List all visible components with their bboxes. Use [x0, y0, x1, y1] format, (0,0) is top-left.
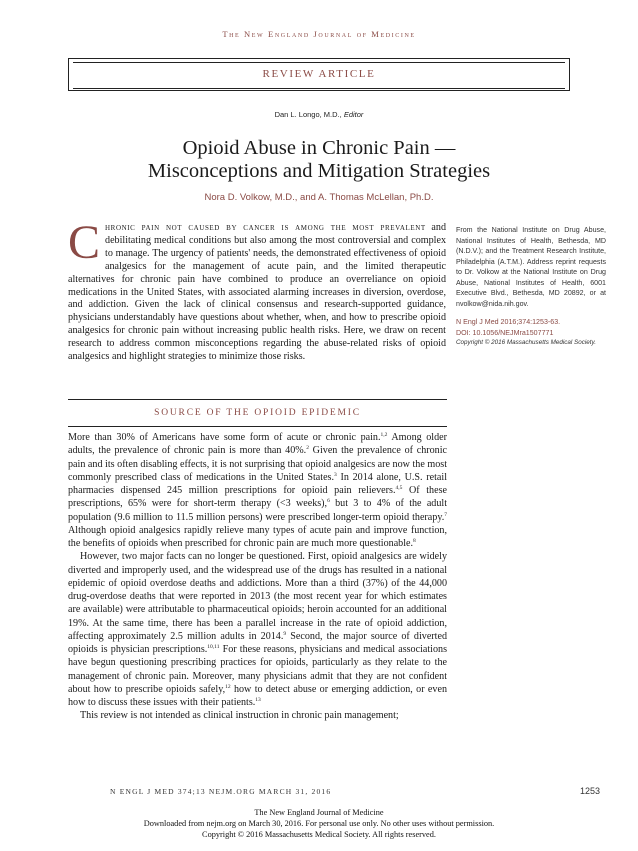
abstract-lead-caps: hronic pain not caused by cancer is among the most prevalent: [105, 222, 426, 233]
article-type-label: REVIEW ARTICLE: [262, 68, 376, 80]
citation: N Engl J Med 2016;374:1253-63.: [456, 318, 561, 326]
download-line-1: The New England Journal of Medicine: [254, 808, 384, 817]
article-sidebar: [456, 225, 606, 349]
drop-cap: C: [68, 216, 101, 269]
article-type-banner: [68, 58, 570, 91]
editor-role: Editor: [343, 110, 364, 119]
section-heading-box: [68, 399, 447, 427]
journal-header: The New England Journal of Medicine: [222, 29, 416, 39]
page-number: 1253: [580, 786, 601, 796]
authors: Nora D. Volkow, M.D., and A. Thomas McLellan, Ph.D.: [204, 192, 434, 203]
download-notice: [0, 808, 638, 840]
download-line-3: Copyright © 2016 Massachusetts Medical Society. All rights reserved.: [202, 829, 436, 839]
running-footer: N ENGL J MED 374;13 NEJM.ORG MARCH 31, 2016: [110, 787, 332, 796]
sidebar-copyright: Copyright © 2016 Massachusetts Medical Society.: [456, 339, 596, 346]
article-body: [68, 431, 447, 723]
editor-line: [0, 110, 638, 119]
title-line-1: Opioid Abuse in Chronic Pain —: [182, 137, 456, 159]
abstract-text: and debilitating medical conditions but also among the most controversial and complex to manage. The urgency of patients' needs, the demonstrated effectiveness of opioid analgesics for the management of acute pain, and the limited therapeutic alternatives for chronic pain have combined to produce an overreliance on opioid medications in the United States, with associated alarming increases in diversion, overdose, and addiction. Given the lack of clinical consensus and research-supported guidance, physicians understandably have questions about whether, when, and how to prescribe opioid analgesics for chronic pain without increasing public health risks. Here, we draw on recent research to address common misconceptions regarding the abuse-related risks of opioid analgesics and highlight strategies to minimize those risks.: [68, 222, 446, 363]
section-heading: SOURCE OF THE OPIOID EPIDEMIC: [154, 408, 361, 418]
abstract: [68, 216, 446, 364]
paragraph-2: However, two major facts can no longer be questioned. First, opioid analgesics are widely diverted and improperly used, and the widespread use of the drugs has resulted in a national epidemic of opioid overdose deaths and addictions. More than a third (37%) of the 44,000 drug-overdose deaths that were reported in 2013 (the most recent year for which estimates are available) were attributable to pharmaceutical opioids; heroin accounted for an additional 19%. At the same time, there has been a parallel increase in the rate of opioid addiction, affecting approximately 2.5 million adults in 2014.$^9$ Second, the major source of diverted opioids is physician prescriptions.$^{10,11}$ For these reasons, physicians and medical associations have begun questioning prescribing practices for opioids, particularly as they relate to the management of chronic pain. Moreover, many physicians admit that they are not confident about how to prescribe opioids safely,$^{12}$ how to detect abuse or emerging addiction, or even how to discuss these issues with their patients.$^{13}$: [68, 551, 448, 708]
editor-name: Dan L. Longo, M.D.,: [274, 110, 342, 119]
paragraph-1: More than 30% of Americans have some form of acute or chronic pain.$^{1,2}$ Among older adults, the prevalence of chronic pain is more than 40%.$^2$ Given the prevalence of chronic pain and its often disabling effects, it is not surprising that opioid analgesics are now the most commonly prescribed class of medications in the United States.$^3$ In 2014 alone, U.S. retail pharmacies dispensed 245 million prescriptions for opioid pain relievers.$^{4,5}$ Of these prescriptions, 65% were for short-term therapy (<3 weeks),$^6$ but 3 to 4% of the adult population (9.6 million to 11.5 million persons) were prescribed longer-term opioid therapy.$^7$ Although opioid analgesics rapidly relieve many types of acute pain and improve function, the benefits of opioids when prescribed for chronic pain are much more questionable.$^8$: [68, 432, 448, 549]
paragraph-3: This review is not intended as clinical instruction in chronic pain management;: [80, 710, 399, 722]
title-line-2: Misconceptions and Mitigation Strategies: [147, 160, 491, 182]
download-line-2: Downloaded from nejm.org on March 30, 2016. For personal use only. No other uses without permission.: [143, 818, 495, 828]
affiliation-note: From the National Institute on Drug Abuse, National Institutes of Health, Bethesda, MD (N.D.V.); and the Treatment Research Institute, Philadelphia (A.T.M.). Address reprint requests to Dr. Volkow at the National Institute on Drug Abuse, National Institutes of Health, 6001 Executive Blvd., Bethesda, MD 20892, or at nvolkow@nida.nih.gov.: [456, 226, 606, 308]
doi-link[interactable]: DOI: 10.1056/NEJMra1507771: [456, 328, 554, 337]
article-title: [40, 137, 598, 183]
